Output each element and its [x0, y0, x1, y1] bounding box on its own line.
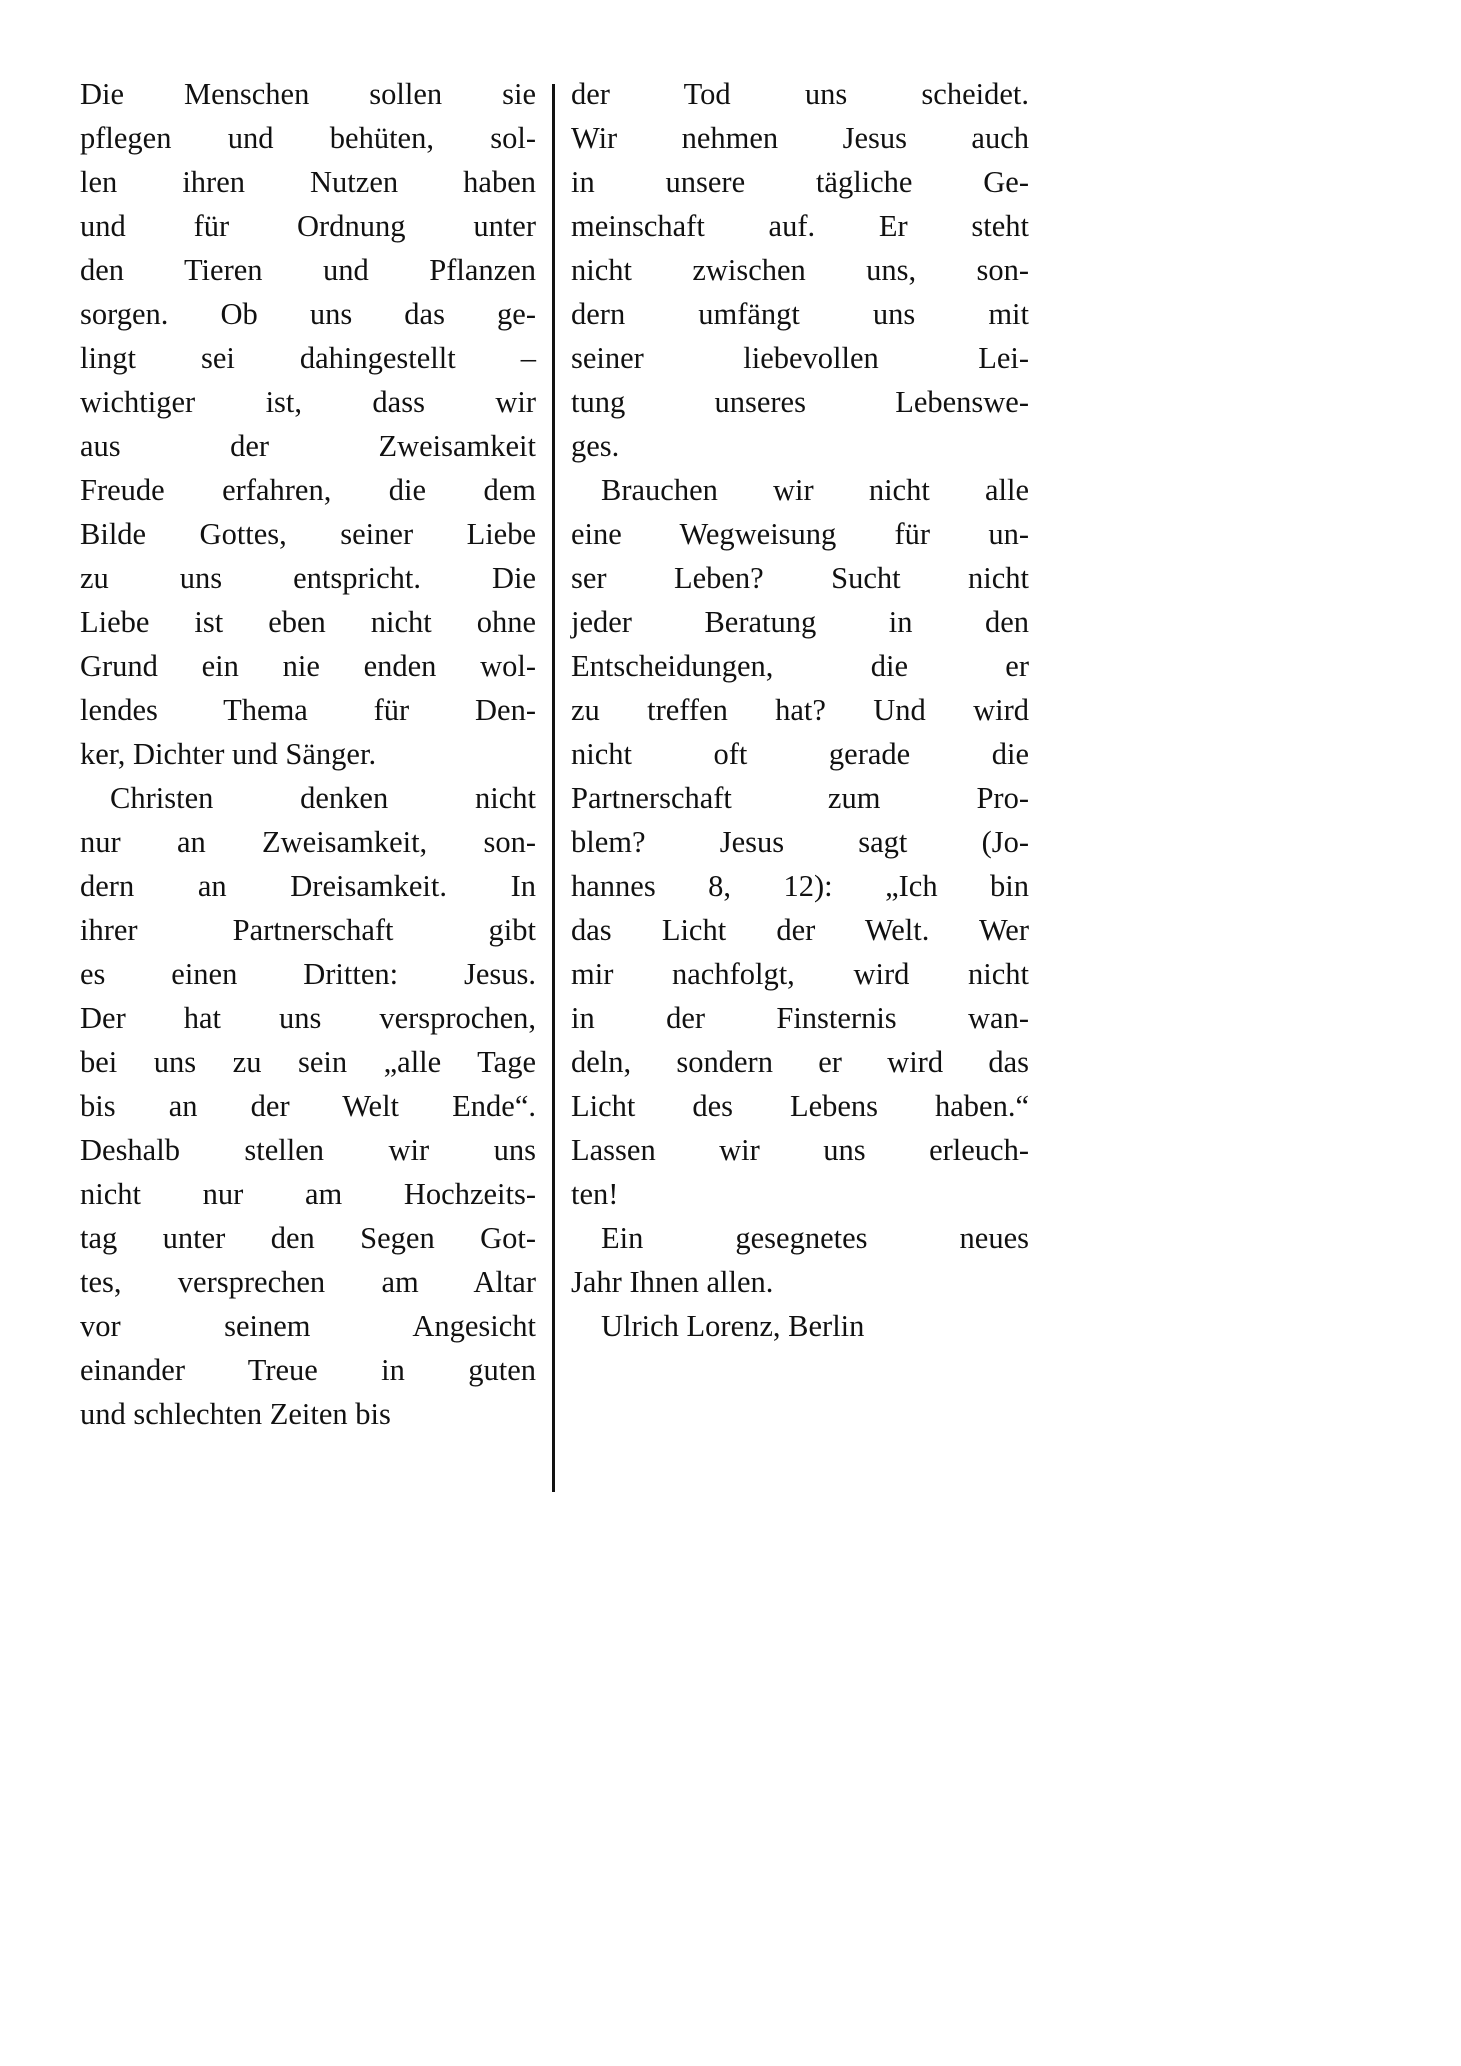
text-line: Grund ein nie enden wol- [80, 649, 536, 683]
text-line: Licht des Lebens haben.“ [571, 1089, 1029, 1123]
text-line: das Licht der Welt. Wer [571, 913, 1029, 947]
text-line: zu uns entspricht. Die [80, 561, 536, 595]
text-line: bei uns zu sein „alle Tage [80, 1045, 536, 1079]
text-line: nicht zwischen uns, son- [571, 253, 1029, 287]
text-line: den Tieren und Pflanzen [80, 253, 536, 287]
text-line: Wir nehmen Jesus auch [571, 121, 1029, 155]
text-line: meinschaft auf. Er steht [571, 209, 1029, 243]
paragraph [571, 1216, 1029, 1304]
text-line: Bilde Gottes, seiner Liebe [80, 517, 536, 551]
text-line: Partnerschaft zum Pro- [571, 781, 1029, 815]
text-line: ker, Dichter und Sänger. [80, 737, 377, 771]
text-line: jeder Beratung in den [571, 605, 1030, 639]
paragraph [571, 72, 1029, 468]
text-line: Ein gesegnetes neues [601, 1221, 1029, 1255]
text-line: tes, versprechen am Altar [80, 1265, 536, 1299]
text-line: sorgen. Ob uns das ge- [80, 297, 536, 331]
text-line: ihrer Partnerschaft gibt [80, 913, 536, 947]
text-line: lendes Thema für Den- [80, 693, 536, 727]
text-line: Deshalb stellen wir uns [80, 1133, 536, 1167]
text-line: aus der Zweisamkeit [80, 429, 536, 463]
text-line: in der Finsternis wan- [571, 1001, 1029, 1035]
text-column-left [80, 72, 536, 1436]
paragraph [571, 1304, 1029, 1348]
text-line: Ulrich Lorenz, Berlin [601, 1309, 865, 1343]
text-line: ten! [571, 1177, 619, 1211]
text-line: Brauchen wir nicht alle [601, 473, 1029, 507]
text-line: ges. [571, 429, 620, 463]
text-line: Die Menschen sollen sie [80, 77, 536, 111]
text-line: dern an Dreisamkeit. In [80, 869, 536, 903]
text-line: len ihren Nutzen haben [80, 165, 536, 199]
text-line: tag unter den Segen Got- [80, 1221, 536, 1255]
text-line: Der hat uns versprochen, [80, 1001, 536, 1035]
text-line: bis an der Welt Ende“. [80, 1089, 536, 1123]
text-line: einander Treue in guten [80, 1353, 536, 1387]
paragraph [571, 468, 1029, 1216]
text-line: nur an Zweisamkeit, son- [80, 825, 536, 859]
text-line: Liebe ist eben nicht ohne [80, 605, 537, 639]
text-line: ser Leben? Sucht nicht [571, 561, 1029, 595]
text-line: und schlechten Zeiten bis [80, 1397, 391, 1431]
text-line: nicht nur am Hochzeits- [80, 1177, 536, 1211]
paragraph [80, 776, 536, 1436]
text-line: eine Wegweisung für un- [571, 517, 1029, 551]
text-line: wichtiger ist, dass wir [80, 385, 536, 419]
text-line: Freude erfahren, die dem [80, 473, 536, 507]
text-line: es einen Dritten: Jesus. [80, 957, 536, 991]
text-line: Entscheidungen, die er [571, 649, 1030, 683]
text-line: dern umfängt uns mit [571, 297, 1029, 331]
text-line: hannes 8, 12): „Ich bin [571, 869, 1029, 903]
text-line: deln, sondern er wird das [571, 1045, 1029, 1079]
text-line: lingt sei dahingestellt – [80, 341, 536, 375]
text-line: vor seinem Angesicht [80, 1309, 536, 1343]
text-line: Jahr Ihnen allen. [571, 1265, 774, 1299]
column-divider-rule [552, 84, 555, 1492]
text-line: und für Ordnung unter [80, 209, 536, 243]
text-line: nicht oft gerade die [571, 737, 1029, 771]
text-line: Christen denken nicht [110, 781, 536, 815]
text-line: blem? Jesus sagt (Jo- [571, 825, 1029, 859]
text-line: seiner liebevollen Lei- [571, 341, 1029, 375]
paragraph [80, 72, 536, 776]
text-line: Lassen wir uns erleuch- [571, 1133, 1029, 1167]
text-line: pflegen und behüten, sol- [80, 121, 536, 155]
text-line: zu treffen hat? Und wird [571, 693, 1029, 727]
text-line: in unsere tägliche Ge- [571, 165, 1029, 199]
text-line: der Tod uns scheidet. [571, 77, 1029, 111]
text-line: mir nachfolgt, wird nicht [571, 957, 1029, 991]
text-line: tung unseres Lebenswe- [571, 385, 1029, 419]
text-column-right [571, 72, 1029, 1348]
